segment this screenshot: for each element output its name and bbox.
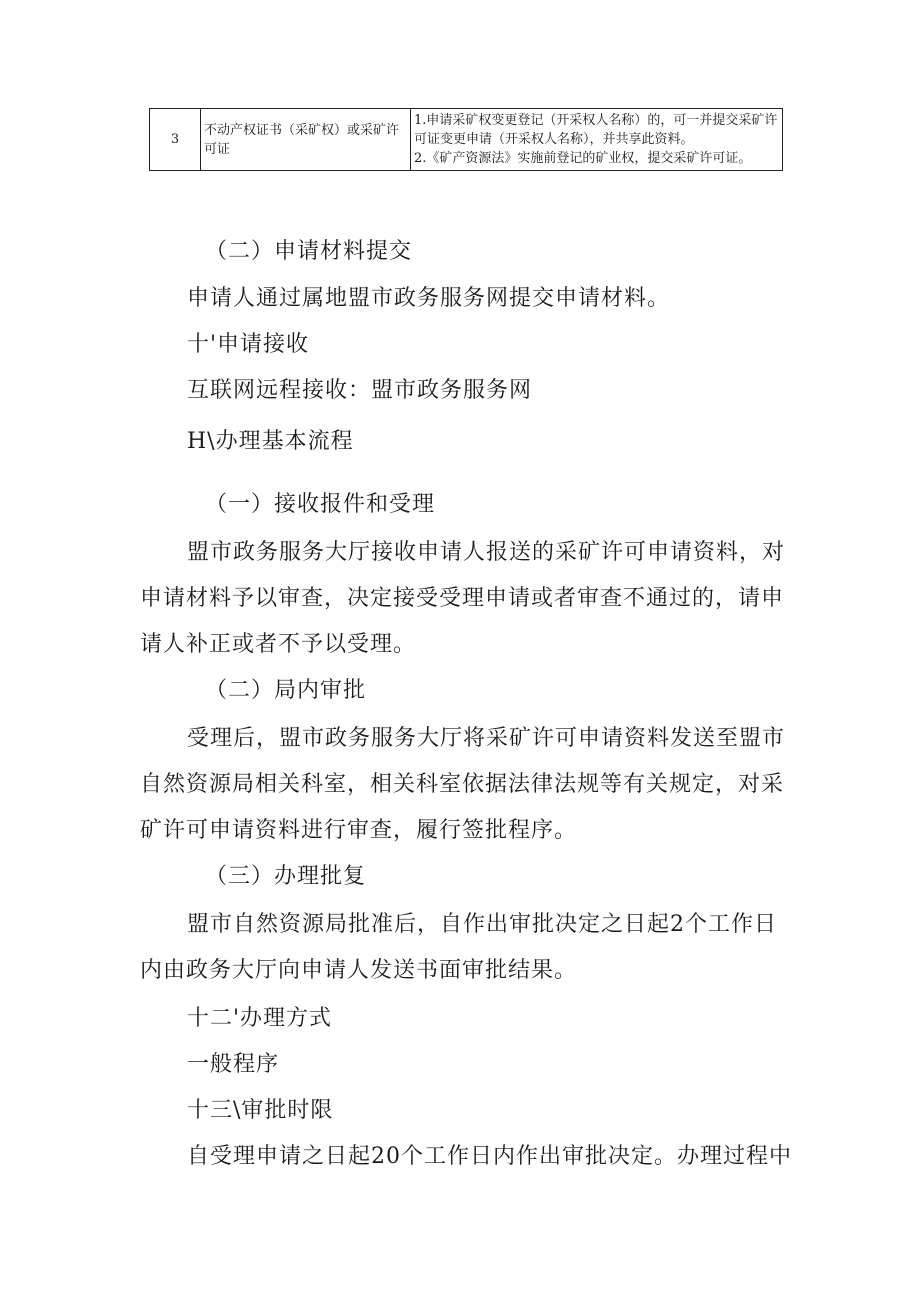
table-row xyxy=(150,109,783,171)
section-heading: 十二'办理方式 xyxy=(187,1006,333,1031)
row-number: 3 xyxy=(150,109,201,171)
paragraph: 申请人通过属地盟市政务服务网提交申请材料。 xyxy=(187,286,671,311)
material-name: 不动产权证书（采矿权）或采矿许可证 xyxy=(201,109,411,171)
paragraph: 一般程序 xyxy=(187,1052,280,1077)
paragraph-line: 自受理申请之日起20个工作日内作出审批决定。办理过程中 xyxy=(187,1144,792,1169)
paragraph-line: 盟市自然资源局批准后，自作出审批决定之日起2个工作日 xyxy=(187,912,777,937)
note-item: 1.申请采矿权变更登记（开采权人名称）的，可一并提交采矿许可证变更申请（开采权人名称），并共享此资料。 xyxy=(414,113,778,147)
paragraph-line: 自然资源局相关科室，相关科室依据法律法规等有关规定，对采 xyxy=(140,772,785,797)
section-heading: （一）接收报件和受理 xyxy=(205,492,436,517)
paragraph-line: 盟市政务服务大厅接收申请人报送的采矿许可申请资料，对 xyxy=(187,540,786,565)
paragraph: 互联网远程接收：盟市政务服务网 xyxy=(187,378,533,403)
paragraph-line: 请人补正或者不予以受理。 xyxy=(140,632,417,657)
section-heading: （三）办理批复 xyxy=(205,864,367,889)
section-heading: （二）局内审批 xyxy=(205,678,367,703)
paragraph-line: 申请材料予以审查，决定接受受理申请或者审查不通过的，请申 xyxy=(140,586,785,611)
paragraph-line: 受理后，盟市政务服务大厅将采矿许可申请资料发送至盟市 xyxy=(187,726,786,751)
section-heading: 十三\审批时限 xyxy=(187,1098,334,1123)
note-item: 2.《矿产资源法》实施前登记的矿业权，提交采矿许可证。 xyxy=(414,151,752,166)
paragraph-line: 矿许可申请资料进行审查，履行签批程序。 xyxy=(140,818,578,843)
materials-table xyxy=(149,108,783,171)
paragraph-line: 内由政务大厅向申请人发送书面审批结果。 xyxy=(140,958,578,983)
materials-table-wrapper xyxy=(149,108,778,171)
section-heading: 十'申请接收 xyxy=(187,332,310,357)
material-notes xyxy=(411,109,783,171)
section-heading: H\办理基本流程 xyxy=(187,429,354,454)
section-heading: （二）申请材料提交 xyxy=(205,239,413,264)
